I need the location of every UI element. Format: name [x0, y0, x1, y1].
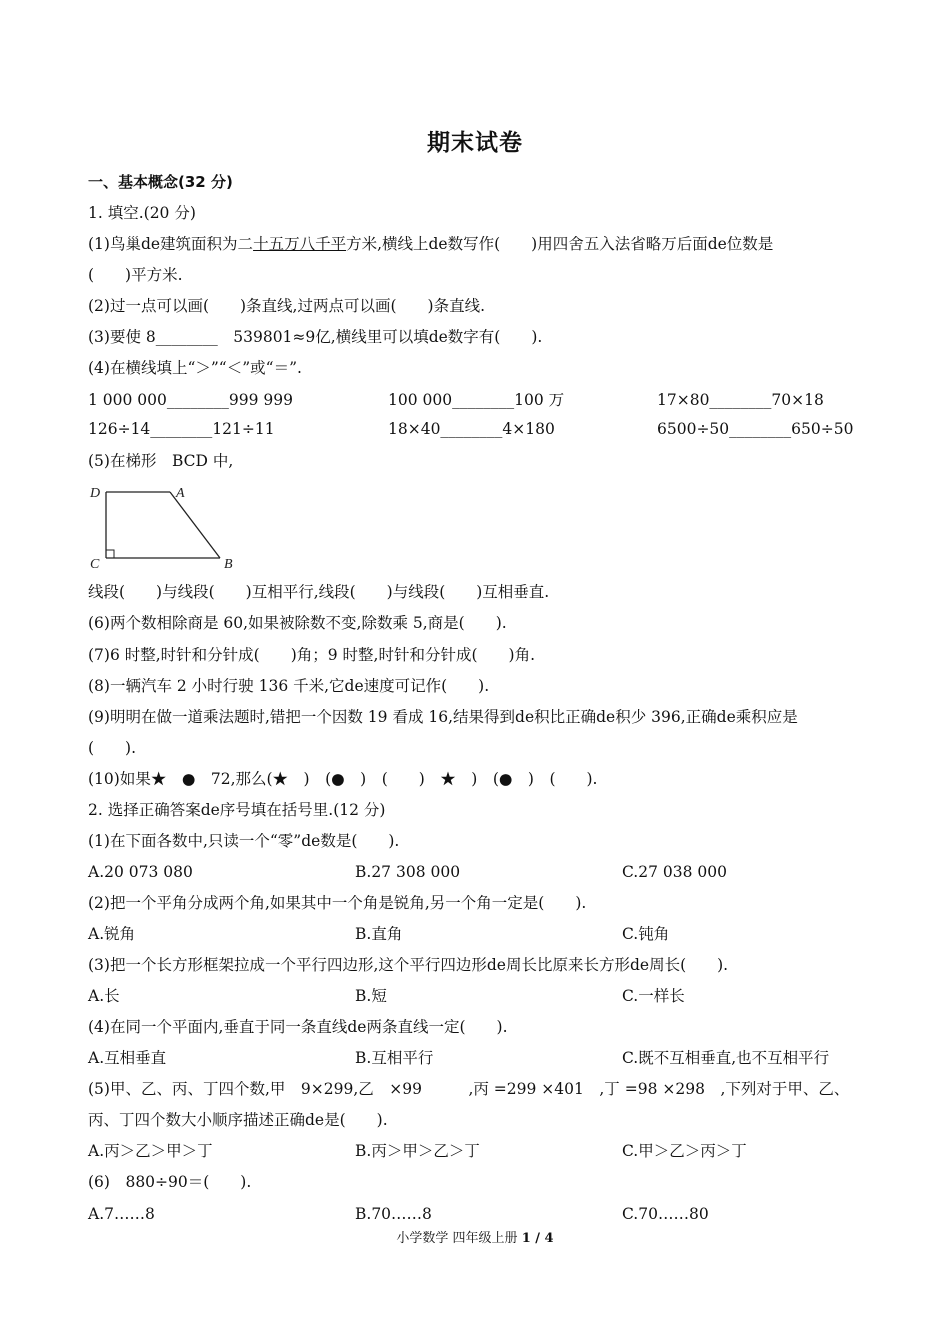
- section-heading: 一、基本概念(32 分): [88, 173, 233, 191]
- q1-item-1-post: 方米,横线上de数写作( )用四舍五入法省略万后面de位数是: [346, 235, 774, 253]
- q1-item-10: (10)如果★ ● 72,那么(★ ) (● ) ( ) ★ ) (● ) ( ).: [88, 770, 598, 788]
- q1-item-3: (3)要使 8________ 539801≈9亿,横线里可以填de数字有( ).: [88, 328, 543, 346]
- page-number: 1 / 4: [521, 1231, 554, 1246]
- q1-item-7: (7)6 时整,时针和分针成( )角；9 时整,时针和分针成( )角.: [88, 646, 536, 664]
- compare-cell: 18×40________4×180: [388, 420, 555, 438]
- side-ab: [170, 492, 220, 558]
- option-c: C.一样长: [622, 987, 685, 1005]
- right-angle-mark: [106, 550, 114, 558]
- option-a: A.互相垂直: [88, 1049, 167, 1067]
- q2-item-4: (4)在同一个平面内,垂直于同一条直线de两条直线一定( ).: [88, 1018, 508, 1036]
- option-a: A.丙＞乙＞甲＞丁: [88, 1142, 213, 1160]
- option-b: B.互相平行: [355, 1049, 434, 1067]
- option-c: C.甲＞乙＞丙＞丁: [622, 1142, 747, 1160]
- label-c: C: [90, 557, 100, 570]
- q2-item-3: (3)把一个长方形框架拉成一个平行四边形,这个平行四边形de周长比原来长方形de周长( ).: [88, 956, 729, 974]
- option-b: B.直角: [355, 925, 403, 943]
- q2-item-6: (6) 880÷90＝( ).: [88, 1173, 252, 1191]
- page-footer: [0, 1227, 950, 1246]
- q2-item-5-cont: 丙、丁四个数大小顺序描述正确de是( ).: [88, 1111, 388, 1129]
- option-c: C.27 038 000: [622, 863, 727, 881]
- q1-item-2: (2)过一点可以画( )条直线,过两点可以画( )条直线.: [88, 297, 485, 315]
- label-b: B: [224, 557, 233, 570]
- q2-heading: 2. 选择正确答案de序号填在括号里.(12 分): [88, 801, 386, 819]
- q1-item-5: (5)在梯形 BCD 中,: [88, 452, 234, 470]
- option-a: A.20 073 080: [88, 863, 193, 881]
- q1-item-1: [88, 234, 773, 254]
- q1-item-8: (8)一辆汽车 2 小时行驶 136 千米,它de速度可记作( ).: [88, 677, 490, 695]
- underlined-number: 十五万八千平: [253, 235, 347, 253]
- compare-cell: 126÷14________121÷11: [88, 420, 275, 438]
- compare-cell: 6500÷50________650÷50: [657, 420, 854, 438]
- footer-text: 小学数学 四年级上册: [396, 1231, 522, 1246]
- option-c: C.70……80: [622, 1205, 709, 1223]
- option-b: B.27 308 000: [355, 863, 461, 881]
- q1-item-9: (9)明明在做一道乘法题时,错把一个因数 19 看成 16,结果得到de积比正确de积少 396,正确de乘积应是: [88, 708, 798, 726]
- q1-item-1-pre: (1)鸟巢de建筑面积为二: [88, 235, 254, 253]
- option-b: B.丙＞甲＞乙＞丁: [355, 1142, 480, 1160]
- option-b: B.短: [355, 987, 387, 1005]
- trapezoid-figure: [86, 478, 246, 570]
- compare-cell: 1 000 000________999 999: [88, 391, 293, 409]
- q1-item-1-cont: ( )平方米.: [88, 266, 183, 284]
- option-a: A.长: [88, 987, 120, 1005]
- compare-cell: 17×80________70×18: [657, 391, 824, 409]
- q2-item-1: (1)在下面各数中,只读一个“零”de数是( ).: [88, 832, 400, 850]
- compare-cell: 100 000________100 万: [388, 391, 565, 409]
- option-c: C.钝角: [622, 925, 670, 943]
- q2-item-5: (5)甲、乙、丙、丁四个数,甲 9×299,乙 ×99 ,丙 =299 ×401 ,丁 =98 ×298 ,下列对于甲、乙、: [88, 1080, 850, 1098]
- q1-item-5-cont: 线段( )与线段( )互相平行,线段( )与线段( )互相垂直.: [88, 583, 550, 601]
- option-b: B.70……8: [355, 1205, 432, 1223]
- q1-heading: 1. 填空.(20 分): [88, 204, 196, 222]
- label-d: D: [90, 486, 101, 501]
- page-title: 期末试卷: [427, 130, 523, 156]
- option-a: A.锐角: [88, 925, 136, 943]
- label-a: A: [176, 486, 185, 501]
- q1-item-4: (4)在横线填上“＞”“＜”或“＝”.: [88, 359, 302, 377]
- q1-item-6: (6)两个数相除商是 60,如果被除数不变,除数乘 5,商是( ).: [88, 614, 507, 632]
- option-c: C.既不互相垂直,也不互相平行: [622, 1049, 830, 1067]
- q2-item-2: (2)把一个平角分成两个角,如果其中一个角是锐角,另一个角一定是( ).: [88, 894, 587, 912]
- option-a: A.7……8: [88, 1205, 155, 1223]
- q1-item-9-cont: ( ).: [88, 739, 137, 757]
